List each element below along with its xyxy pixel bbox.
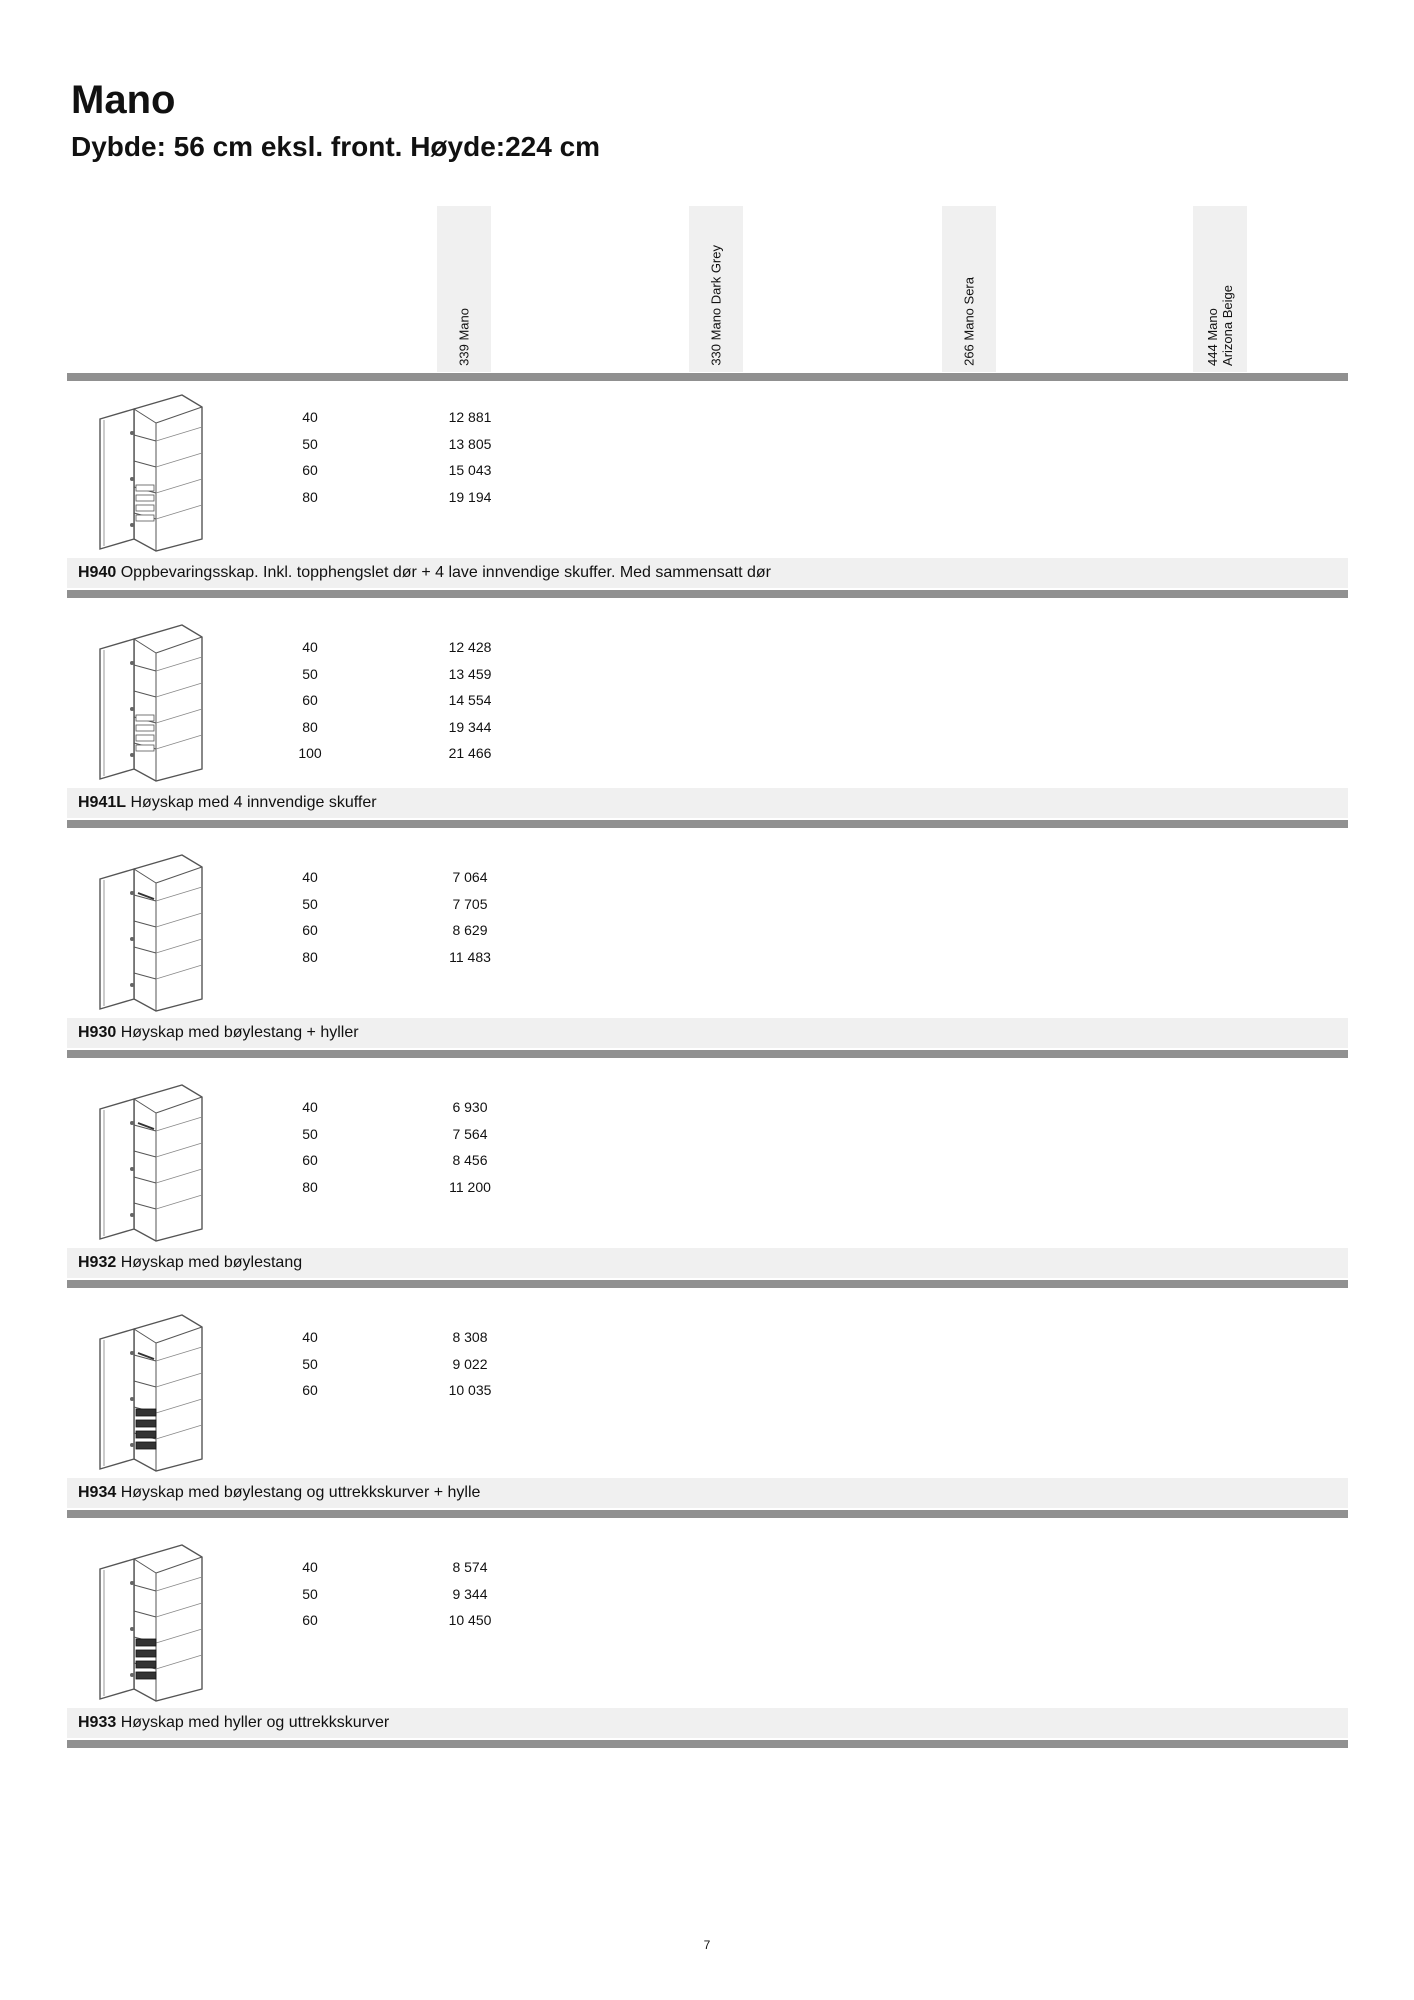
price-value: 9 022 [452,1355,488,1372]
product-code: H933 [78,1714,117,1731]
size-value: 80 [302,948,318,965]
column-header-339-mano [437,206,491,372]
size-value: 80 [302,1178,318,1195]
price-list [420,634,520,767]
section-divider [67,1050,1348,1058]
price-value: 21 466 [448,745,492,762]
size-value: 40 [302,1099,318,1115]
price-value: 19 194 [448,488,492,505]
section-divider [67,1740,1348,1748]
product-description: Høyskap med bøylestang og uttrekkskurver + hylle [120,1484,481,1501]
price-list [420,1324,520,1404]
price-value: 11 483 [449,948,491,965]
section-divider [67,1510,1348,1518]
column-header-330-mano-dark-grey [689,206,743,372]
product-description-bar [67,788,1348,818]
size-list [280,864,340,970]
column-header-label: 444 Mano Arizona Beige [1205,285,1235,366]
price-value: 12 881 [448,409,492,425]
size-value: 40 [302,1329,318,1345]
cabinet-illustration [98,619,204,783]
size-value: 40 [302,1559,318,1575]
price-value: 13 459 [448,665,492,682]
product-description: Høyskap med hyller og uttrekkskurver [120,1714,390,1731]
price-value: 10 035 [448,1382,492,1399]
product-description-bar [67,1708,1348,1738]
size-list [280,404,340,510]
price-value: 9 344 [452,1585,488,1602]
size-value: 60 [302,922,318,939]
size-value: 50 [302,435,318,452]
product-description: Oppbevaringsskap. Inkl. topphengslet dør + 4 lave innvendige skuffer. Med sammensatt dør [120,564,771,581]
price-value: 13 805 [448,435,492,452]
product-code: H940 [78,564,117,581]
price-value: 8 574 [452,1559,488,1575]
price-value: 19 344 [448,718,492,735]
product-code: H941L [78,794,127,811]
size-value: 60 [302,1612,318,1629]
column-header-444-mano-arizona-beige [1193,206,1247,372]
size-value: 50 [302,895,318,912]
size-list [280,1324,340,1404]
section-divider [67,590,1348,598]
price-value: 8 456 [452,1152,488,1169]
column-header-label: 266 Mano Sera [961,277,977,366]
column-header-label: 339 Mano [456,308,472,366]
size-value: 60 [302,462,318,479]
price-value: 7 064 [452,869,488,885]
size-value: 50 [302,665,318,682]
product-description-bar [67,1018,1348,1048]
price-value: 15 043 [448,462,492,479]
product-description: Høyskap med bøylestang + hyller [120,1024,359,1041]
size-value: 50 [302,1585,318,1602]
section-divider [67,820,1348,828]
size-value: 60 [302,1382,318,1399]
column-header-266-mano-sera [942,206,996,372]
product-code: H934 [78,1484,117,1501]
size-list [280,634,340,767]
price-value: 8 308 [452,1329,488,1345]
size-value: 50 [302,1355,318,1372]
page-subtitle: Dybde: 56 cm eksl. front. Høyde:224 cm [71,131,601,162]
size-value: 50 [302,1125,318,1142]
size-value: 40 [302,639,318,655]
price-value: 7 564 [452,1125,488,1142]
product-description: Høyskap med 4 innvendige skuffer [130,794,377,811]
product-code: H932 [78,1254,117,1271]
cabinet-illustration [98,849,204,1013]
cabinet-illustration [98,1079,204,1243]
price-value: 12 428 [448,639,492,655]
price-value: 11 200 [449,1178,491,1195]
size-value: 80 [302,488,318,505]
page-number: 7 [703,1938,711,1952]
cabinet-illustration [98,1539,204,1703]
price-list [420,404,520,510]
price-value: 8 629 [452,922,488,939]
product-description: Høyskap med bøylestang [120,1254,303,1271]
size-value: 60 [302,692,318,709]
product-description-bar [67,1478,1348,1508]
size-value: 80 [302,718,318,735]
price-list [420,1094,520,1200]
price-value: 7 705 [452,895,488,912]
size-list [280,1554,340,1634]
header-divider [67,373,1348,381]
product-description-bar [67,558,1348,588]
cabinet-illustration [98,389,204,553]
product-code: H930 [78,1024,117,1041]
size-value: 60 [302,1152,318,1169]
price-list [420,864,520,970]
price-list [420,1554,520,1634]
size-value: 40 [302,869,318,885]
size-list [280,1094,340,1200]
price-value: 14 554 [448,692,492,709]
product-description-bar [67,1248,1348,1278]
price-value: 10 450 [448,1612,492,1629]
size-value: 100 [298,745,322,762]
size-value: 40 [302,409,318,425]
cabinet-illustration [98,1309,204,1473]
section-divider [67,1280,1348,1288]
column-header-label: 330 Mano Dark Grey [708,245,724,366]
page-title: Mano [71,78,176,122]
price-value: 6 930 [452,1099,488,1115]
